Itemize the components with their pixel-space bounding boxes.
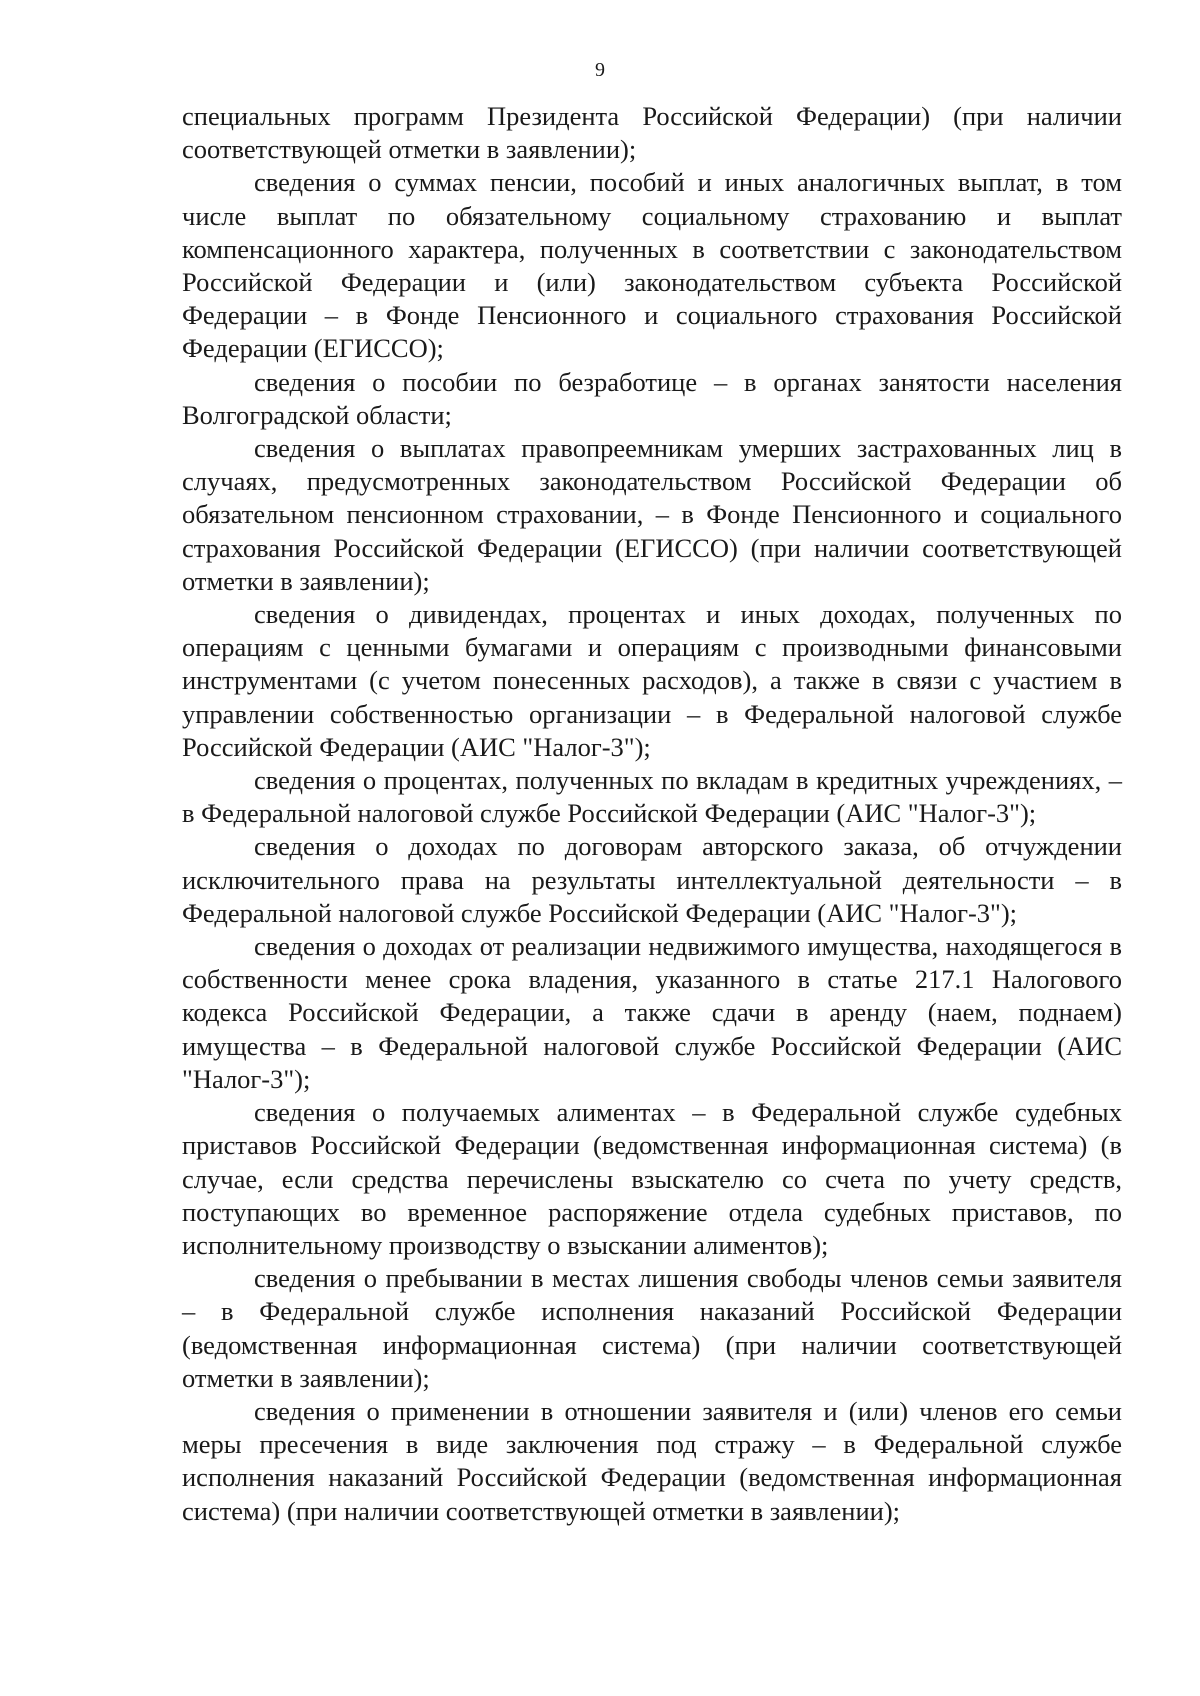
- paragraph-custody-measure: сведения о применении в отношении заявителя и (или) членов его семьи меры пресечения в виде заключения под стражу – в Федеральной службе исполнения наказаний Российской Федерации (ведомственная информационная система) (при наличии соответствующей отметки в заявлении);: [182, 1395, 1122, 1526]
- paragraph-dividends: сведения о дивидендах, процентах и иных доходах, полученных по операциям с ценными бумагами и операциям с производными финансовыми инструментами (с учетом понесенных расходов), а также в связи с участием в управлении собственностью организации – в Федеральной налоговой службе Российской Федерации (АИС "Налог-3");: [182, 599, 1122, 762]
- paragraph-successor-payments: сведения о выплатах правопреемникам умерших застрахованных лиц в случаях, предусмотренных законодательством Российской Федерации об обязательном пенсионном страховании, – в Фонде Пенсионного и социального страхования Российской Федерации (ЕГИССО) (при наличии соответствующей отметки в заявлении);: [182, 433, 1122, 596]
- paragraph-deposit-interest: сведения о процентах, полученных по вкладам в кредитных учреждениях, – в Федеральной налоговой службе Российской Федерации (АИС "Налог-3");: [182, 765, 1122, 829]
- paragraph-alimony: сведения о получаемых алиментах – в Федеральной службе судебных приставов Российской Федерации (ведомственная информационная система) (в случае, если средства перечислены взыскателю со счета по учету средств, поступающих во временное распоряжение отдела судебных приставов, по исполнительному производству о взыскании алиментов);: [182, 1097, 1122, 1260]
- paragraph-pension-benefits: сведения о суммах пенсии, пособий и иных аналогичных выплат, в том числе выплат по обязательному социальному страхованию и выплат компенсационного характера, полученных в соответствии с законодательством Российской Федерации и (или) законодательством субъекта Российской Федерации – в Фонде Пенсионного и социального страхования Российской Федерации (ЕГИССО);: [182, 167, 1122, 364]
- paragraph-author-contracts: сведения о доходах по договорам авторского заказа, об отчуждении исключительного права на результаты интеллектуальной деятельности – в Федеральной налоговой службе Российской Федерации (АИС "Налог-3");: [182, 831, 1122, 928]
- paragraph-continuation: специальных программ Президента Российской Федерации) (при наличии соответствующей отметки в заявлении);: [182, 101, 1122, 165]
- paragraph-unemployment-benefit: сведения о пособии по безработице – в органах занятости населения Волгоградской области;: [182, 366, 1122, 430]
- document-body: [182, 100, 1122, 1528]
- paragraph-imprisonment: сведения о пребывании в местах лишения свободы членов семьи заявителя – в Федеральной службе исполнения наказаний Российской Федерации (ведомственная информационная система) (при наличии соответствующей отметки в заявлении);: [182, 1263, 1122, 1393]
- paragraph-real-estate-income: сведения о доходах от реализации недвижимого имущества, находящегося в собственности менее срока владения, указанного в статье 217.1 Налогового кодекса Российской Федерации, а также сдачи в аренду (наем, поднаем) имущества – в Федеральной налоговой службе Российской Федерации (АИС "Налог-3");: [182, 931, 1122, 1094]
- page-number: 9: [595, 59, 605, 81]
